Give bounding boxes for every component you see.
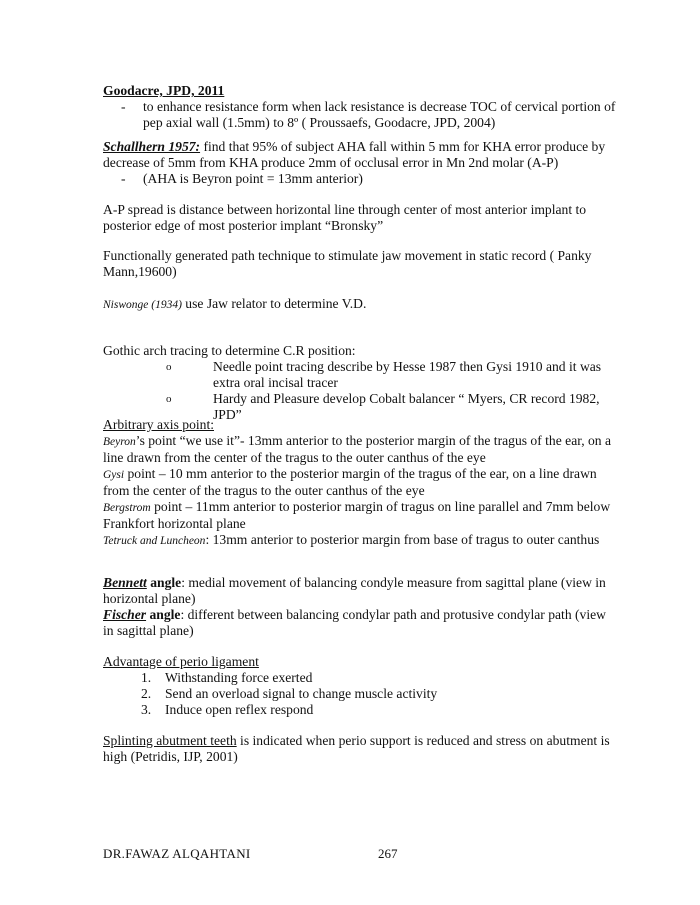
niswonge-text: use Jaw relator to determine V.D. — [181, 296, 367, 311]
goodacre-section — [103, 83, 618, 131]
perio-ligament-item-text: Send an overload signal to change muscle activity — [165, 686, 438, 701]
list-number: 1. — [141, 670, 152, 685]
bergstrom-text: point – 11mm anterior to posterior margin of tragus on line parallel and 7mm below Frankfort horizontal plane — [103, 499, 611, 531]
list-number: 3. — [141, 702, 152, 717]
gothic-arch-item — [103, 359, 618, 391]
gysi-paragraph — [103, 466, 618, 499]
gothic-arch-item-text: Needle point tracing describe by Hesse 1987 then Gysi 1910 and it was extra oral incisal tracer — [213, 359, 602, 390]
ap-spread-paragraph: A-P spread is distance between horizontal line through center of most anterior implant to posterior edge of most posterior implant “Bronsky” — [103, 202, 587, 233]
gothic-arch-heading: Gothic arch tracing to determine C.R position: — [103, 343, 356, 358]
tetruck-name: Tetruck and Luncheon — [103, 535, 206, 547]
circle-bullet-marker: o — [166, 361, 172, 373]
angles-section — [103, 575, 618, 639]
bennett-text: : medial movement of balancing condyle measure from sagittal plane (view in horizontal plane) — [103, 575, 606, 606]
beyron-name: Beyron — [103, 436, 136, 448]
niswonge-name: Niswonge (1934) — [103, 299, 182, 311]
bennett-angle-label: angle — [146, 575, 182, 590]
fischer-paragraph — [103, 607, 618, 639]
perio-ligament-heading: Advantage of perio ligament — [103, 654, 259, 669]
fischer-name: Fischer — [103, 607, 147, 622]
page-number: 267 — [378, 846, 398, 861]
dash-bullet-marker: - — [121, 99, 126, 114]
arbitrary-axis-heading: Arbitrary axis point: — [103, 417, 214, 432]
goodacre-heading: Goodacre, JPD, 2011 — [103, 83, 225, 98]
splinting-paragraph — [103, 733, 618, 765]
schallhern-section — [103, 139, 618, 187]
schallhern-paragraph — [103, 139, 618, 171]
goodacre-bullet-text: to enhance resistance form when lack resistance is decrease TOC of cervical portion of pep axial wall (1.5mm) to 8º ( Proussaefs, Goodacre, JPD, 2004) — [143, 99, 616, 130]
beyron-paragraph — [103, 433, 618, 466]
fischer-angle-label: angle — [146, 607, 181, 622]
circle-bullet-marker: o — [166, 393, 172, 405]
schallhern-bullet-text: (AHA is Beyron point = 13mm anterior) — [143, 171, 363, 186]
perio-ligament-section — [103, 654, 618, 718]
gothic-arch-item-text: Hardy and Pleasure develop Cobalt balancer “ Myers, CR record 1982, JPD” — [213, 391, 600, 422]
gothic-arch-section — [103, 343, 618, 423]
dash-bullet-marker: - — [121, 171, 126, 186]
footer-author: DR.FAWAZ ALQAHTANI — [103, 846, 251, 861]
schallhern-text: find that 95% of subject AHA fall within 5 mm for KHA error produce by decrease of 5mm from KHA produce 2mm of occlusal error in Mn 2nd molar (A-P) — [103, 139, 606, 170]
beyron-text: ’s point “we use it”- 13mm anterior to the posterior margin of the tragus of the ear, on a line drawn from the center of the tragus to the outer canthus of the eye — [103, 433, 612, 465]
schallhern-bullet — [103, 171, 618, 187]
arbitrary-axis-section — [103, 417, 618, 549]
gysi-text: point – 10 mm anterior to the posterior margin of the tragus of the ear, on a line drawn from the center of the tragus to the outer canthus of the eye — [103, 466, 597, 498]
perio-ligament-item — [103, 702, 618, 718]
bergstrom-paragraph — [103, 499, 618, 532]
bennett-name: Bennett — [103, 575, 147, 590]
splinting-text: is indicated when perio support is reduced and stress on abutment is high (Petridis, IJP, 2001) — [103, 733, 610, 764]
bergstrom-name: Bergstrom — [103, 502, 151, 514]
gysi-name: Gysi — [103, 469, 125, 481]
niswonge-paragraph — [103, 296, 618, 313]
goodacre-bullet — [103, 99, 618, 131]
schallhern-author: Schallhern 1957: — [103, 139, 201, 154]
fischer-text: : different between balancing condylar path and protusive condylar path (view in sagittal plane) — [103, 607, 606, 638]
perio-ligament-item-text: Induce open reflex respond — [165, 702, 314, 717]
fgp-paragraph: Functionally generated path technique to stimulate jaw movement in static record ( Panky Mann,19600) — [103, 248, 592, 279]
tetruck-paragraph — [103, 532, 618, 549]
list-number: 2. — [141, 686, 152, 701]
perio-ligament-item — [103, 670, 618, 686]
perio-ligament-item — [103, 686, 618, 702]
perio-ligament-item-text: Withstanding force exerted — [165, 670, 313, 685]
tetruck-text: : 13mm anterior to posterior margin from base of tragus to outer canthus — [205, 532, 600, 547]
splinting-lead: Splinting abutment teeth — [103, 733, 237, 748]
bennett-paragraph — [103, 575, 618, 607]
